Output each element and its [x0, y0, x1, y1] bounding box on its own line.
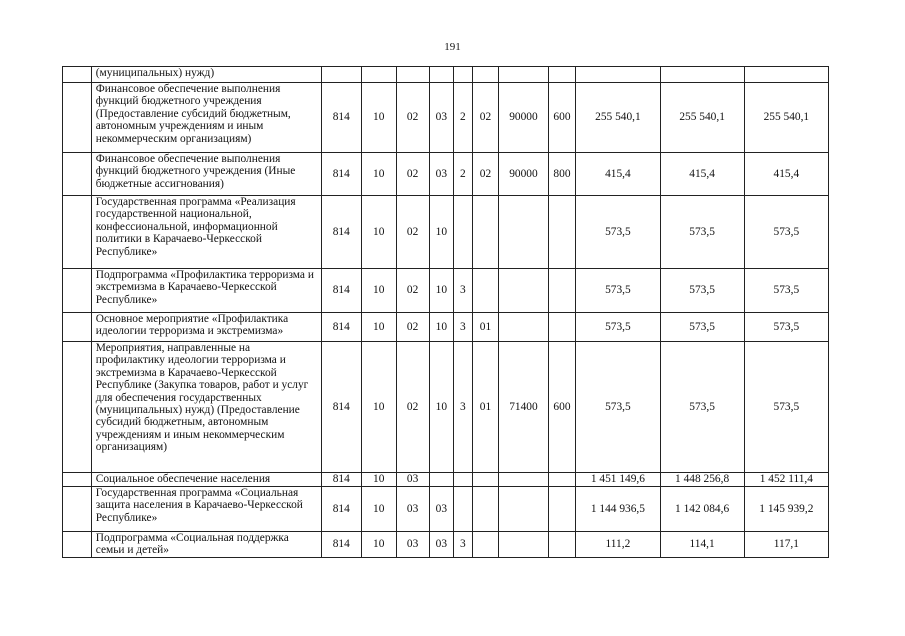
table-row	[63, 342, 829, 473]
section-code-cell: 10	[361, 487, 396, 532]
expense-type-code-cell	[548, 532, 576, 558]
amount-year-1-cell: 255 540,1	[576, 83, 660, 153]
amount-year-2-cell: 573,5	[660, 196, 744, 269]
amount-year-1-cell: 573,5	[576, 269, 660, 313]
event-code-cell	[472, 196, 499, 269]
subsection-code-cell: 02	[396, 342, 429, 473]
program-code-cell	[429, 67, 454, 83]
budget-table-body	[63, 67, 829, 558]
event-code-cell: 01	[472, 313, 499, 342]
program-code-cell: 10	[429, 196, 454, 269]
gov-code-cell: 814	[321, 196, 361, 269]
direction-code-cell: 71400	[499, 342, 548, 473]
gov-code-cell: 814	[321, 269, 361, 313]
page-number: 191	[444, 41, 461, 53]
table-row	[63, 532, 829, 558]
program-code-cell: 03	[429, 83, 454, 153]
amount-year-3-cell: 573,5	[744, 342, 828, 473]
direction-code-cell	[499, 67, 548, 83]
table-row	[63, 313, 829, 342]
gov-code-cell: 814	[321, 313, 361, 342]
amount-year-2-cell: 415,4	[660, 153, 744, 196]
amount-year-1-cell: 111,2	[576, 532, 660, 558]
subprogram-code-cell: 2	[454, 83, 472, 153]
amount-year-1-cell: 415,4	[576, 153, 660, 196]
table-row	[63, 269, 829, 313]
row-number-cell	[63, 532, 92, 558]
direction-code-cell	[499, 269, 548, 313]
row-number-cell	[63, 269, 92, 313]
event-code-cell	[472, 473, 499, 487]
expense-type-code-cell: 600	[548, 83, 576, 153]
program-code-cell: 10	[429, 342, 454, 473]
amount-year-1-cell	[576, 67, 660, 83]
expense-type-code-cell	[548, 269, 576, 313]
expense-type-code-cell	[548, 487, 576, 532]
subprogram-code-cell	[454, 487, 472, 532]
subsection-code-cell: 03	[396, 532, 429, 558]
subsection-code-cell: 02	[396, 196, 429, 269]
gov-code-cell: 814	[321, 473, 361, 487]
subsection-code-cell: 02	[396, 313, 429, 342]
amount-year-1-cell: 1 144 936,5	[576, 487, 660, 532]
subprogram-code-cell: 3	[454, 342, 472, 473]
expense-type-code-cell	[548, 196, 576, 269]
row-number-cell	[63, 67, 92, 83]
amount-year-3-cell: 573,5	[744, 313, 828, 342]
event-code-cell: 02	[472, 153, 499, 196]
subsection-code-cell: 02	[396, 83, 429, 153]
expense-type-code-cell: 600	[548, 342, 576, 473]
item-name-cell: (муниципальных) нужд)	[91, 67, 321, 83]
expense-type-code-cell	[548, 473, 576, 487]
subprogram-code-cell: 3	[454, 269, 472, 313]
program-code-cell	[429, 473, 454, 487]
item-name-cell: Финансовое обеспечение выполнения функций бюджетного учреждения (Иные бюджетные ассигнования)	[91, 153, 321, 196]
table-row	[63, 153, 829, 196]
item-name-cell: Социальное обеспечение населения	[91, 473, 321, 487]
amount-year-1-cell: 573,5	[576, 196, 660, 269]
amount-year-1-cell: 1 451 149,6	[576, 473, 660, 487]
table-row	[63, 196, 829, 269]
item-name-cell: Мероприятия, направленные на профилактику идеологии терроризма и экстремизма в Карачаево-Черкесской Республике (Закупка товаров, работ и услуг для обеспечения государственных (муниципальных) нужд) (Предоставление субсидий бюджетным, автономным учреждениям и иным некоммерческим организациям)	[91, 342, 321, 473]
direction-code-cell: 90000	[499, 83, 548, 153]
direction-code-cell	[499, 487, 548, 532]
table-row	[63, 83, 829, 153]
direction-code-cell	[499, 532, 548, 558]
amount-year-3-cell: 573,5	[744, 196, 828, 269]
event-code-cell	[472, 269, 499, 313]
section-code-cell: 10	[361, 83, 396, 153]
amount-year-2-cell: 1 142 084,6	[660, 487, 744, 532]
section-code-cell: 10	[361, 196, 396, 269]
row-number-cell	[63, 342, 92, 473]
item-name-cell: Подпрограмма «Социальная поддержка семьи и детей»	[91, 532, 321, 558]
program-code-cell: 03	[429, 532, 454, 558]
amount-year-2-cell: 114,1	[660, 532, 744, 558]
section-code-cell: 10	[361, 313, 396, 342]
amount-year-2-cell: 573,5	[660, 342, 744, 473]
amount-year-2-cell	[660, 67, 744, 83]
direction-code-cell	[499, 473, 548, 487]
subprogram-code-cell	[454, 67, 472, 83]
item-name-cell: Финансовое обеспечение выполнения функций бюджетного учреждения (Предоставление субсидий бюджетным, автономным учреждениям и иным некоммерческим организациям)	[91, 83, 321, 153]
table-row	[63, 67, 829, 83]
amount-year-1-cell: 573,5	[576, 313, 660, 342]
subprogram-code-cell: 2	[454, 153, 472, 196]
table-row	[63, 473, 829, 487]
item-name-cell: Государственная программа «Социальная защита населения в Карачаево-Черкесской Республике»	[91, 487, 321, 532]
event-code-cell: 02	[472, 83, 499, 153]
item-name-cell: Основное мероприятие «Профилактика идеологии терроризма и экстремизма»	[91, 313, 321, 342]
section-code-cell: 10	[361, 342, 396, 473]
expense-type-code-cell	[548, 67, 576, 83]
expense-type-code-cell: 800	[548, 153, 576, 196]
subprogram-code-cell	[454, 196, 472, 269]
item-name-cell: Государственная программа «Реализация государственной национальной, конфессиональной, информационной политики в Карачаево-Черкесской Республике»	[91, 196, 321, 269]
amount-year-2-cell: 1 448 256,8	[660, 473, 744, 487]
gov-code-cell: 814	[321, 153, 361, 196]
program-code-cell: 10	[429, 269, 454, 313]
amount-year-2-cell: 255 540,1	[660, 83, 744, 153]
amount-year-2-cell: 573,5	[660, 269, 744, 313]
subsection-code-cell: 03	[396, 473, 429, 487]
gov-code-cell: 814	[321, 342, 361, 473]
program-code-cell: 03	[429, 487, 454, 532]
budget-table	[62, 66, 829, 558]
row-number-cell	[63, 487, 92, 532]
event-code-cell	[472, 487, 499, 532]
section-code-cell: 10	[361, 269, 396, 313]
direction-code-cell	[499, 313, 548, 342]
expense-type-code-cell	[548, 313, 576, 342]
amount-year-3-cell: 255 540,1	[744, 83, 828, 153]
amount-year-3-cell: 1 452 111,4	[744, 473, 828, 487]
amount-year-3-cell: 117,1	[744, 532, 828, 558]
program-code-cell: 10	[429, 313, 454, 342]
subsection-code-cell: 03	[396, 487, 429, 532]
subprogram-code-cell	[454, 473, 472, 487]
row-number-cell	[63, 473, 92, 487]
direction-code-cell	[499, 196, 548, 269]
amount-year-3-cell: 415,4	[744, 153, 828, 196]
amount-year-3-cell	[744, 67, 828, 83]
direction-code-cell: 90000	[499, 153, 548, 196]
amount-year-3-cell: 573,5	[744, 269, 828, 313]
row-number-cell	[63, 83, 92, 153]
table-row	[63, 487, 829, 532]
item-name-cell: Подпрограмма «Профилактика терроризма и экстремизма в Карачаево-Черкесской Республике»	[91, 269, 321, 313]
section-code-cell: 10	[361, 532, 396, 558]
amount-year-3-cell: 1 145 939,2	[744, 487, 828, 532]
event-code-cell	[472, 67, 499, 83]
subsection-code-cell	[396, 67, 429, 83]
gov-code-cell: 814	[321, 532, 361, 558]
event-code-cell	[472, 532, 499, 558]
section-code-cell: 10	[361, 153, 396, 196]
row-number-cell	[63, 196, 92, 269]
row-number-cell	[63, 153, 92, 196]
section-code-cell: 10	[361, 473, 396, 487]
row-number-cell	[63, 313, 92, 342]
amount-year-1-cell: 573,5	[576, 342, 660, 473]
event-code-cell: 01	[472, 342, 499, 473]
subsection-code-cell: 02	[396, 153, 429, 196]
gov-code-cell	[321, 67, 361, 83]
subsection-code-cell: 02	[396, 269, 429, 313]
gov-code-cell: 814	[321, 487, 361, 532]
gov-code-cell: 814	[321, 83, 361, 153]
amount-year-2-cell: 573,5	[660, 313, 744, 342]
subprogram-code-cell: 3	[454, 313, 472, 342]
section-code-cell	[361, 67, 396, 83]
subprogram-code-cell: 3	[454, 532, 472, 558]
program-code-cell: 03	[429, 153, 454, 196]
